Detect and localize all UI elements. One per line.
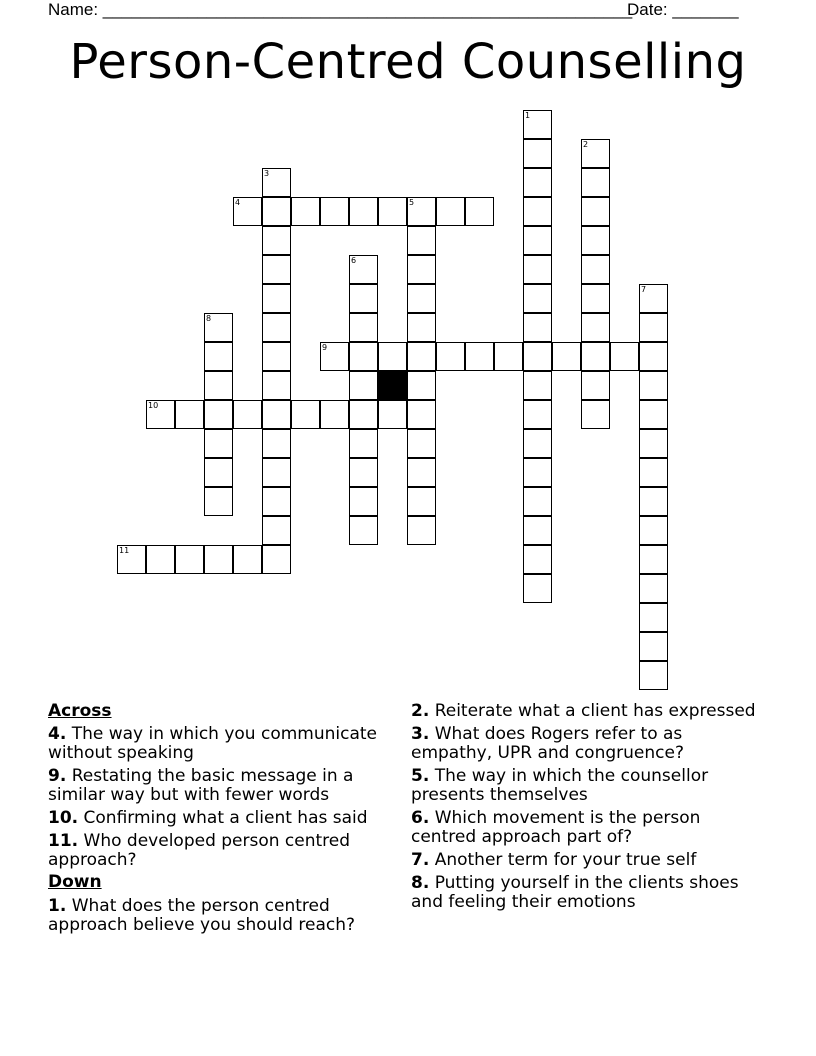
grid-cell[interactable] — [407, 516, 436, 545]
grid-black-square — [378, 371, 407, 400]
grid-cell[interactable] — [146, 545, 175, 574]
grid-cell[interactable] — [204, 371, 233, 400]
grid-cell[interactable] — [262, 458, 291, 487]
clue-number: 10 — [148, 401, 159, 410]
clue-number: 5 — [409, 198, 415, 207]
grid-cell[interactable] — [349, 255, 378, 284]
grid-cell[interactable] — [262, 545, 291, 574]
grid-cell[interactable] — [204, 429, 233, 458]
clue-down-2: 2. Reiterate what a client has expressed — [411, 701, 756, 721]
clue-number: 11 — [119, 546, 130, 555]
grid-cell[interactable] — [407, 371, 436, 400]
grid-cell[interactable] — [407, 313, 436, 342]
grid-cell[interactable] — [581, 226, 610, 255]
grid-cell[interactable] — [523, 574, 552, 603]
clue-across-4: 4. The way in which you communicate without speaking — [48, 724, 378, 763]
grid-cell[interactable] — [639, 400, 668, 429]
grid-cell[interactable] — [639, 661, 668, 690]
date-field[interactable]: Date: _______ — [627, 0, 739, 19]
grid-cell[interactable] — [523, 197, 552, 226]
grid-cell[interactable] — [291, 197, 320, 226]
grid-cell[interactable] — [349, 516, 378, 545]
clue-number: 2 — [583, 140, 589, 149]
grid-cell[interactable] — [523, 371, 552, 400]
grid-cell[interactable] — [204, 400, 233, 429]
clue-number: 9 — [322, 343, 328, 352]
grid-cell[interactable] — [378, 197, 407, 226]
grid-cell[interactable] — [639, 458, 668, 487]
grid-cell[interactable] — [262, 400, 291, 429]
grid-cell[interactable] — [407, 458, 436, 487]
clues-column-left — [48, 702, 393, 939]
grid-cell[interactable] — [349, 400, 378, 429]
grid-cell[interactable] — [639, 284, 668, 313]
grid-cell[interactable] — [523, 400, 552, 429]
grid-cell[interactable] — [639, 342, 668, 371]
grid-cell[interactable] — [262, 342, 291, 371]
grid-cell[interactable] — [175, 545, 204, 574]
grid-cell[interactable] — [581, 139, 610, 168]
grid-cell[interactable] — [639, 574, 668, 603]
grid-cell[interactable] — [581, 342, 610, 371]
grid-cell[interactable] — [523, 458, 552, 487]
grid-cell[interactable] — [291, 400, 320, 429]
grid-cell[interactable] — [407, 284, 436, 313]
grid-cell[interactable] — [639, 516, 668, 545]
grid-cell[interactable] — [349, 313, 378, 342]
clue-number: 7 — [641, 285, 647, 294]
clue-across-10: 10. Confirming what a client has said — [48, 808, 368, 828]
clue-number: 1 — [525, 111, 531, 120]
clue-number: 4 — [235, 198, 241, 207]
grid-cell[interactable] — [349, 284, 378, 313]
grid-cell[interactable] — [581, 371, 610, 400]
grid-cell[interactable] — [639, 603, 668, 632]
grid-cell[interactable] — [523, 255, 552, 284]
grid-cell[interactable] — [204, 342, 233, 371]
grid-cell[interactable] — [523, 429, 552, 458]
grid-cell[interactable] — [262, 516, 291, 545]
grid-cell[interactable] — [581, 313, 610, 342]
grid-cell[interactable] — [320, 342, 349, 371]
grid-cell[interactable] — [523, 139, 552, 168]
clue-across-11: 11. Who developed person centred approach? — [48, 831, 351, 870]
clue-down-3: 3. What does Rogers refer to as empathy, UPR and congruence? — [411, 724, 684, 763]
clue-number: 3 — [264, 169, 270, 178]
grid-cell[interactable] — [407, 342, 436, 371]
grid-cell[interactable] — [581, 168, 610, 197]
grid-cell[interactable] — [523, 226, 552, 255]
grid-cell[interactable] — [378, 400, 407, 429]
grid-cell[interactable] — [349, 429, 378, 458]
grid-cell[interactable] — [581, 255, 610, 284]
grid-cell[interactable] — [262, 487, 291, 516]
grid-cell[interactable] — [639, 371, 668, 400]
grid-cell[interactable] — [523, 545, 552, 574]
grid-cell[interactable] — [175, 400, 204, 429]
grid-cell[interactable] — [639, 313, 668, 342]
clue-down-5: 5. The way in which the counsellor presents themselves — [411, 766, 709, 805]
grid-cell[interactable] — [349, 487, 378, 516]
grid-cell[interactable] — [262, 371, 291, 400]
clue-down-7: 7. Another term for your true self — [411, 850, 697, 870]
grid-cell[interactable] — [349, 371, 378, 400]
grid-cell[interactable] — [407, 255, 436, 284]
clue-down-1: 1. What does the person centred approach believe you should reach? — [48, 896, 356, 935]
clue-number: 8 — [206, 314, 212, 323]
grid-cell[interactable] — [407, 400, 436, 429]
grid-cell[interactable] — [639, 545, 668, 574]
grid-cell[interactable] — [610, 342, 639, 371]
grid-cell[interactable] — [146, 400, 175, 429]
grid-cell[interactable] — [262, 313, 291, 342]
grid-cell[interactable] — [262, 197, 291, 226]
down-heading: Down — [48, 872, 102, 892]
across-heading: Across — [48, 701, 112, 721]
grid-cell[interactable] — [233, 400, 262, 429]
grid-cell[interactable] — [262, 226, 291, 255]
grid-cell[interactable] — [523, 516, 552, 545]
grid-cell[interactable] — [407, 487, 436, 516]
grid-cell[interactable] — [349, 342, 378, 371]
grid-cell[interactable] — [378, 342, 407, 371]
clue-across-9: 9. Restating the basic message in a similar way but with fewer words — [48, 766, 354, 805]
grid-cell[interactable] — [581, 400, 610, 429]
grid-cell[interactable] — [204, 487, 233, 516]
grid-cell[interactable] — [523, 313, 552, 342]
grid-cell[interactable] — [523, 284, 552, 313]
grid-cell[interactable] — [465, 342, 494, 371]
grid-cell[interactable] — [262, 284, 291, 313]
grid-cell[interactable] — [233, 545, 262, 574]
grid-cell[interactable] — [465, 197, 494, 226]
grid-cell[interactable] — [204, 545, 233, 574]
grid-cell[interactable] — [523, 110, 552, 139]
grid-cell[interactable] — [581, 197, 610, 226]
grid-cell[interactable] — [262, 168, 291, 197]
grid-cell[interactable] — [523, 168, 552, 197]
grid-cell[interactable] — [523, 342, 552, 371]
grid-cell[interactable] — [204, 313, 233, 342]
grid-cell[interactable] — [204, 458, 233, 487]
grid-cell[interactable] — [436, 342, 465, 371]
grid-cell[interactable] — [407, 226, 436, 255]
grid-cell[interactable] — [639, 487, 668, 516]
grid-cell[interactable] — [552, 342, 581, 371]
grid-cell[interactable] — [349, 197, 378, 226]
grid-cell[interactable] — [523, 487, 552, 516]
grid-cell[interactable] — [233, 197, 262, 226]
clue-down-8: 8. Putting yourself in the clients shoes and feeling their emotions — [411, 873, 739, 912]
grid-cell[interactable] — [320, 400, 349, 429]
grid-cell[interactable] — [320, 197, 349, 226]
clues-column-right — [411, 702, 756, 916]
grid-cell[interactable] — [117, 545, 146, 574]
grid-cell[interactable] — [639, 429, 668, 458]
grid-cell[interactable] — [581, 284, 610, 313]
grid-cell[interactable] — [494, 342, 523, 371]
grid-cell[interactable] — [639, 632, 668, 661]
grid-cell[interactable] — [407, 197, 436, 226]
grid-cell[interactable] — [349, 458, 378, 487]
clue-number: 6 — [351, 256, 357, 265]
grid-cell[interactable] — [262, 429, 291, 458]
page-title: Person-Centred Counselling — [69, 34, 747, 90]
name-field[interactable]: Name: ________________________________________________________ — [48, 0, 633, 19]
grid-cell[interactable] — [436, 197, 465, 226]
clue-down-6: 6. Which movement is the person centred approach part of? — [411, 808, 701, 847]
grid-cell[interactable] — [407, 429, 436, 458]
grid-cell[interactable] — [262, 255, 291, 284]
